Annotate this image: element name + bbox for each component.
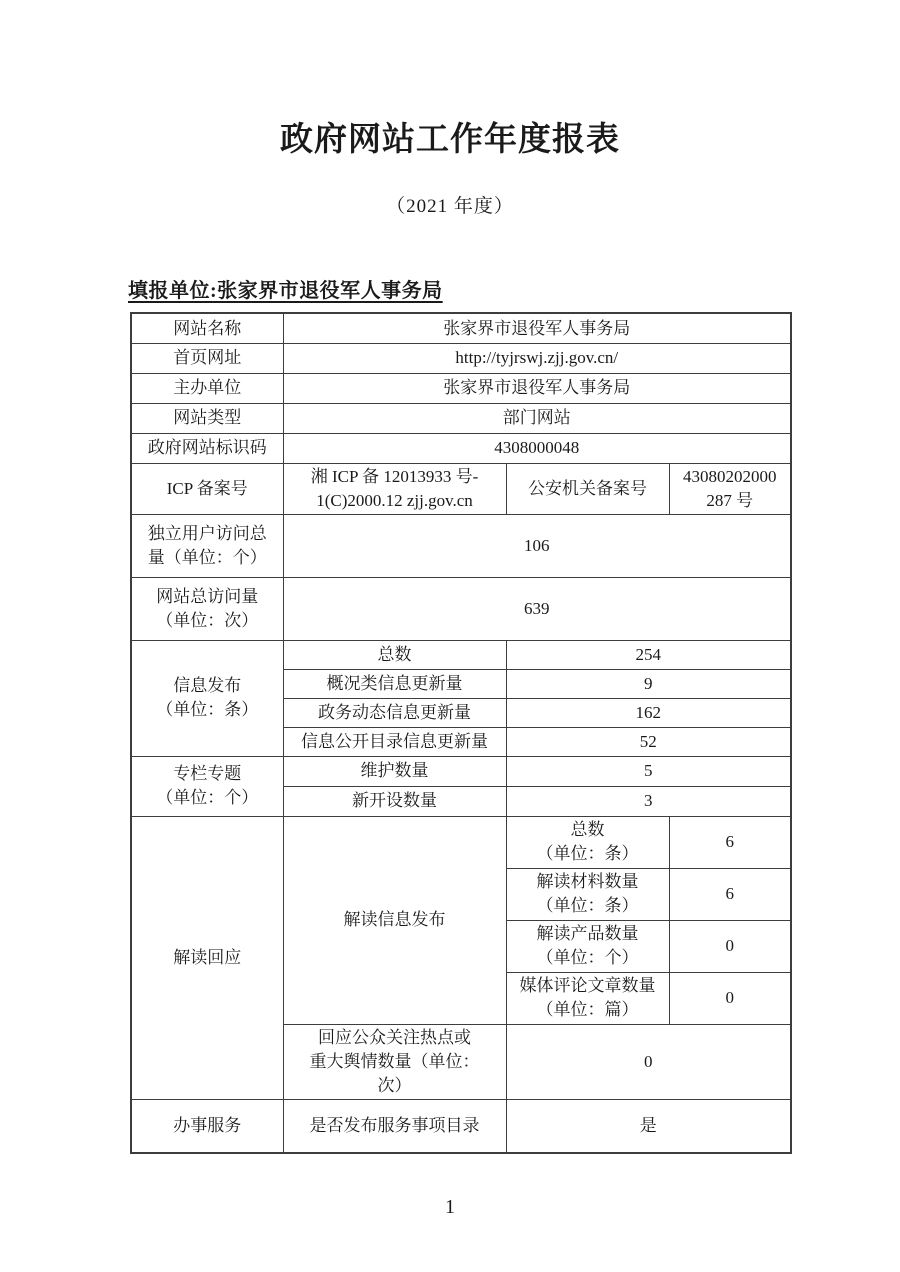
icp-value-line: 1(C)2000.12 zjj.gov.cn [316,490,473,510]
special-column-group-label [131,756,283,816]
homepage-url-row [131,343,791,373]
overview-update-value: 9 [506,669,791,698]
sponsor-unit-value: 张家界市退役军人事务局 [283,373,791,403]
unique-visitors-label-line: 独立用户访问总 [147,523,267,543]
unique-visitors-row [131,514,791,577]
total-visits-label-line: 网站总访问量 [156,586,259,606]
total-visits-row [131,577,791,640]
sponsor-unit-label: 主办单位 [131,373,283,403]
hotspot-response-label-line: 回应公众关注热点或 [318,1027,471,1047]
gov-news-update-value: 162 [506,698,791,727]
hotspot-response-value: 0 [506,1024,791,1099]
interpretation-group-label: 解读回应 [131,816,283,1099]
interpretation-total-row [131,816,791,868]
total-visits-label [131,577,283,640]
sponsor-unit-row [131,373,791,403]
media-comment-value: 0 [669,972,791,1024]
website-type-label: 网站类型 [131,403,283,433]
media-comment-label-line: （单位：篇） [536,1000,639,1020]
info-publish-group-label [131,640,283,756]
website-type-value: 部门网站 [283,403,791,433]
column-maintained-row [131,756,791,786]
website-type-row [131,403,791,433]
gov-news-update-label: 政务动态信息更新量 [283,698,506,727]
icp-record-row [131,463,791,514]
icp-label: ICP 备案号 [131,463,283,514]
service-directory-value: 是 [506,1099,791,1153]
unique-visitors-value: 106 [283,514,791,577]
site-id-code-label: 政府网站标识码 [131,433,283,463]
info-publish-group-label-line: （单位：条） [156,700,259,720]
hotspot-response-label-line: 次） [377,1075,412,1095]
page-number: 1 [445,1196,455,1219]
total-visits-value: 639 [283,577,791,640]
hotspot-response-label-line: 重大舆情数量（单位： [309,1051,480,1071]
special-column-group-label-line: （单位：个） [156,788,259,808]
overview-update-label: 概况类信息更新量 [283,669,506,698]
interpretation-total-label-line: （单位：条） [536,844,639,864]
info-publish-total-label: 总数 [283,640,506,669]
reporting-unit-line: 填报单位:张家界市退役军人事务局 [128,280,443,303]
unique-visitors-label [131,514,283,577]
site-id-code-value: 4308000048 [283,433,791,463]
interpretation-total-value: 6 [669,816,791,868]
info-publish-total-row [131,640,791,669]
service-directory-row [131,1099,791,1153]
interpretation-total-label-line: 总数 [570,820,605,840]
security-record-value [669,463,791,514]
service-group-label: 办事服务 [131,1099,283,1153]
service-directory-label: 是否发布服务事项目录 [283,1099,506,1153]
website-name-value: 张家界市退役军人事务局 [283,313,791,343]
media-comment-label [506,972,669,1024]
total-visits-label-line: （单位：次） [156,610,259,630]
unique-visitors-label-line: 量（单位：个） [147,547,267,567]
special-column-group-label-line: 专栏专题 [173,764,242,784]
interpretation-product-label-line: （单位：个） [536,948,639,968]
column-maintained-label: 维护数量 [283,756,506,786]
column-maintained-value: 5 [506,756,791,786]
annual-report-table [130,312,792,1154]
interpretation-material-label-line: 解读材料数量 [536,872,639,892]
open-directory-update-label: 信息公开目录信息更新量 [283,727,506,756]
interpretation-product-value: 0 [669,920,791,972]
interpretation-material-value: 6 [669,868,791,920]
icp-value [283,463,506,514]
media-comment-label-line: 媒体评论文章数量 [519,976,656,996]
interpretation-product-label-line: 解读产品数量 [536,924,639,944]
info-publish-total-value: 254 [506,640,791,669]
security-record-value-line: 43080202000 [683,466,777,486]
icp-value-line: 湘 ICP 备 12013933 号- [310,466,479,486]
interpretation-material-label-line: （单位：条） [536,896,639,916]
column-new-label: 新开设数量 [283,786,506,816]
page-title: 政府网站工作年度报表 [280,120,620,157]
interpretation-product-label [506,920,669,972]
security-record-value-line: 287 号 [706,490,754,510]
website-name-row [131,313,791,343]
column-new-value: 3 [506,786,791,816]
open-directory-update-value: 52 [506,727,791,756]
homepage-url-value: http://tyjrswj.zjj.gov.cn/ [283,343,791,373]
page-subtitle: （2021 年度） [386,196,514,218]
interpretation-material-label [506,868,669,920]
interpretation-total-label [506,816,669,868]
interpretation-publish-label: 解读信息发布 [283,816,506,1024]
website-name-label: 网站名称 [131,313,283,343]
homepage-url-label: 首页网址 [131,343,283,373]
hotspot-response-label [283,1024,506,1099]
security-record-label: 公安机关备案号 [506,463,669,514]
info-publish-group-label-line: 信息发布 [173,676,242,696]
site-id-code-row [131,433,791,463]
